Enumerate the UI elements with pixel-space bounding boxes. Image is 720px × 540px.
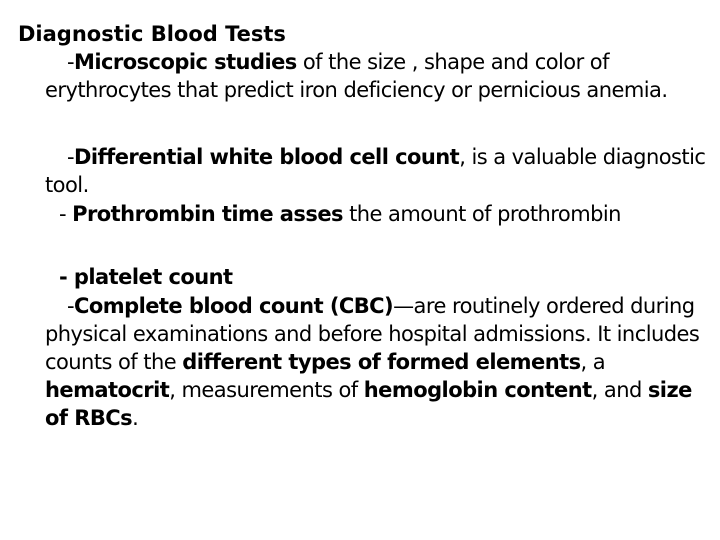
item-term-rbc-size: size of RBCs — [45, 378, 692, 430]
item-description: , is a valuable diagnostic tool. — [45, 145, 706, 197]
list-item-differential-count — [45, 143, 707, 199]
item-prefix: - — [67, 294, 75, 318]
item-prefix: - — [59, 202, 73, 226]
item-prefix: - — [67, 50, 75, 74]
item-description: . — [132, 406, 139, 430]
item-description: the amount of prothrombin — [342, 202, 621, 226]
item-description: —are routinely ordered during physical examinations and before hospital admissions. It includes counts of the — [45, 294, 700, 374]
item-term: - platelet count — [59, 265, 233, 289]
item-term: Differential white blood cell count — [74, 145, 460, 169]
item-description: , a — [580, 350, 606, 374]
item-prefix: - — [67, 145, 75, 169]
item-term-hemoglobin: hemoglobin content — [363, 378, 592, 402]
item-term: Prothrombin time asses — [72, 202, 343, 226]
item-description: of the size , shape and color of erythrocytes that predict iron deficiency or pernicious anemia. — [45, 50, 668, 102]
item-term-formed-elements: different types of formed elements — [182, 350, 581, 374]
item-term: Complete blood count (CBC) — [74, 294, 394, 318]
item-term-hematocrit: hematocrit — [45, 378, 170, 402]
item-description: , and — [591, 378, 648, 402]
item-description: , measurements of — [169, 378, 364, 402]
list-item-platelet-count — [45, 263, 707, 291]
page-title: Diagnostic Blood Tests — [18, 22, 286, 46]
item-term: Microscopic studies — [74, 50, 297, 74]
list-item-microscopic-studies — [45, 48, 707, 104]
list-item-prothrombin-time — [45, 200, 707, 228]
list-item-complete-blood-count — [45, 292, 707, 432]
